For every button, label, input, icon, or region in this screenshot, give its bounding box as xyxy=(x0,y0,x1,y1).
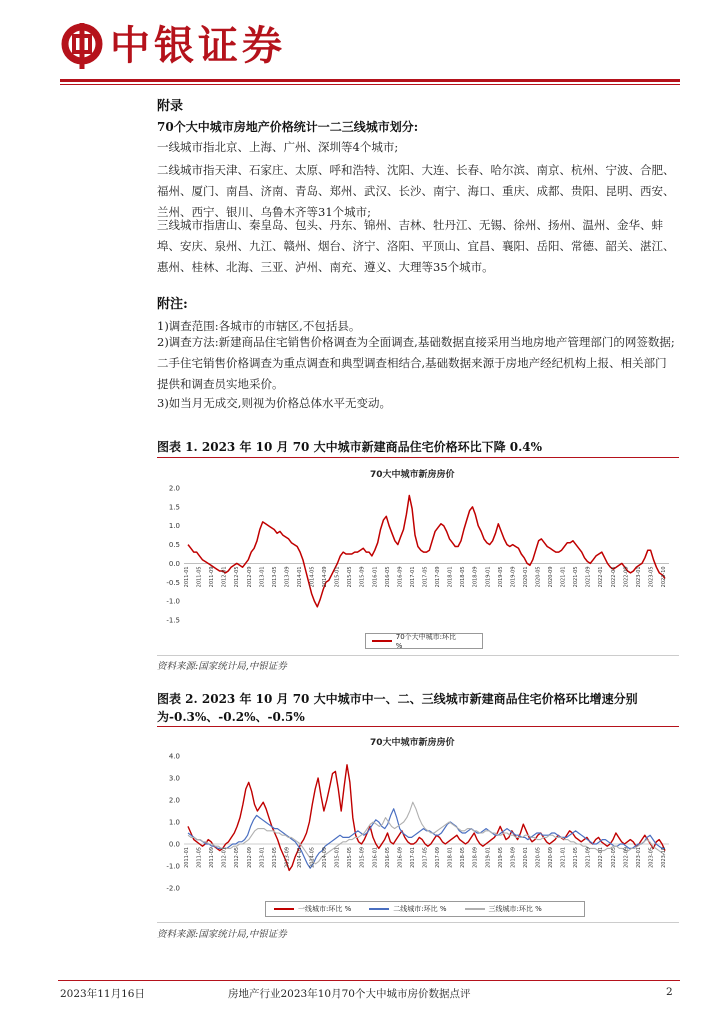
figure1-chart xyxy=(157,480,679,630)
x-tick-label: 2023-10 xyxy=(661,566,667,588)
x-tick-label: 2022-01 xyxy=(598,566,605,588)
x-tick-label: 2023-05 xyxy=(648,566,655,588)
y-tick-label: -1.0 xyxy=(166,862,180,871)
x-tick-label: 2011-01 xyxy=(184,566,190,588)
x-tick-label: 2012-09 xyxy=(246,566,253,588)
figure1-caption: 图表 1. 2023 年 10 月 70 大中城市新建商品住宅价格环比下降 0.4% xyxy=(157,440,543,454)
x-tick-label: 2015-01 xyxy=(334,847,341,868)
x-tick-label: 2011-09 xyxy=(209,847,216,868)
y-tick-label: -2.0 xyxy=(166,884,180,893)
x-tick-label: 2016-01 xyxy=(372,566,379,588)
footer-date: 2023年11月16日 xyxy=(60,988,145,1000)
x-tick-label: 2022-05 xyxy=(610,566,617,588)
x-tick-label: 2019-01 xyxy=(485,847,492,868)
x-tick-label: 2011-01 xyxy=(184,847,190,868)
x-tick-label: 2015-09 xyxy=(359,566,366,588)
x-tick-label: 2013-09 xyxy=(284,566,291,588)
x-tick-label: 2017-01 xyxy=(409,847,416,868)
figure1-legend xyxy=(365,633,483,649)
figure1-chart-title: 70大中城市新房房价 xyxy=(370,470,455,480)
legend-item xyxy=(372,632,464,650)
x-tick-label: 2017-01 xyxy=(409,566,416,588)
x-tick-label: 2014-01 xyxy=(296,847,303,868)
x-tick-label: 2012-01 xyxy=(221,566,228,588)
y-tick-label: 0.5 xyxy=(168,541,180,550)
figure2-legend xyxy=(265,901,585,917)
brand-name: 中银证券 xyxy=(110,23,286,69)
appendix-paragraph: 三线城市指唐山、秦皇岛、包头、丹东、锦州、吉林、牡丹江、无锡、徐州、扬州、温州、金华、蚌埠、安庆、泉州、九江、赣州、烟台、济宁、洛阳、平顶山、宜昌、襄阳、岳阳、常德、韶关、湛江、惠州、桂林、北海、三亚、泸州、南充、遵义、大理等35个城市。 xyxy=(157,218,675,274)
x-tick-label: 2023-05 xyxy=(648,847,655,868)
legend-label: 二线城市:环比 % xyxy=(393,905,447,913)
x-tick-label: 2016-09 xyxy=(397,847,404,868)
x-tick-label: 2012-05 xyxy=(234,847,241,868)
x-tick-label: 2018-01 xyxy=(447,566,454,588)
x-tick-label: 2014-09 xyxy=(322,847,329,868)
x-tick-label: 2019-05 xyxy=(497,566,504,588)
x-tick-label: 2020-05 xyxy=(535,566,542,588)
appendix-subtitle: 70个大中城市房地产价格统计一二三线城市划分: xyxy=(157,120,419,134)
y-tick-label: 1.0 xyxy=(168,522,180,531)
x-tick-label: 2018-05 xyxy=(460,847,467,868)
x-tick-label: 2021-05 xyxy=(573,847,580,868)
x-tick-label: 2011-05 xyxy=(196,847,203,868)
x-tick-label: 2022-09 xyxy=(623,566,630,588)
x-tick-label: 2016-05 xyxy=(384,847,391,868)
legend-item xyxy=(274,904,351,914)
x-tick-label: 2012-09 xyxy=(246,847,253,868)
legend-label: 三线城市:环比 % xyxy=(488,905,542,913)
x-tick-label: 2023-01 xyxy=(635,566,642,588)
legend-swatch xyxy=(465,908,485,910)
x-tick-label: 2011-09 xyxy=(209,566,216,588)
x-tick-label: 2017-09 xyxy=(435,847,442,868)
x-tick-label: 2012-01 xyxy=(221,847,228,868)
x-tick-label: 2015-05 xyxy=(347,566,354,588)
y-tick-label: 4.0 xyxy=(168,752,180,761)
bank-logo xyxy=(60,22,104,70)
figure2-bottom-rule xyxy=(157,922,679,923)
notes-item: 1)调查范围:各城市的市辖区,不包括县。 xyxy=(157,319,361,333)
figure2-caption: 图表 2. 2023 年 10 月 70 大中城市中一、二、三线城市新建商品住宅价格环比增速分别为-0.3%、-0.2%、-0.5% xyxy=(157,692,638,724)
y-tick-label: 0.0 xyxy=(168,559,180,568)
x-tick-label: 2016-05 xyxy=(384,566,391,588)
x-tick-label: 2023-01 xyxy=(635,847,642,868)
x-tick-label: 2015-09 xyxy=(359,847,366,868)
x-tick-label: 2021-01 xyxy=(560,566,567,588)
figure2-rule xyxy=(157,726,679,727)
x-tick-label: 2018-09 xyxy=(472,566,479,588)
y-tick-label: 3.0 xyxy=(168,774,180,783)
x-tick-label: 2015-05 xyxy=(347,847,354,868)
x-tick-label: 2021-05 xyxy=(573,566,580,588)
x-tick-label: 2022-09 xyxy=(623,847,630,868)
series-line xyxy=(188,496,665,607)
x-tick-label: 2014-05 xyxy=(309,847,316,868)
x-tick-label: 2017-09 xyxy=(435,566,442,588)
footer-title: 房地产行业2023年10月70个大中城市房价数据点评 xyxy=(228,988,471,1000)
x-tick-label: 2021-01 xyxy=(560,847,567,868)
x-tick-label: 2020-09 xyxy=(548,847,555,868)
x-tick-label: 2012-05 xyxy=(234,566,241,588)
appendix-paragraph: 一线城市指北京、上海、广州、深圳等4个城市; xyxy=(157,140,399,154)
x-tick-label: 2013-01 xyxy=(259,847,266,868)
y-tick-label: 0.0 xyxy=(168,840,180,849)
x-tick-label: 2018-05 xyxy=(460,566,467,588)
x-tick-label: 2014-05 xyxy=(309,566,316,588)
figure2-chart xyxy=(157,748,679,898)
appendix-title: 附录 xyxy=(157,99,184,114)
figure1-bottom-rule xyxy=(157,655,679,656)
x-tick-label: 2020-09 xyxy=(548,566,555,588)
legend-label: 70个大中城市:环比 % xyxy=(395,633,456,650)
x-tick-label: 2013-01 xyxy=(259,566,266,588)
x-tick-label: 2016-09 xyxy=(397,566,404,588)
notes-title: 附注: xyxy=(157,297,188,312)
x-tick-label: 2020-01 xyxy=(522,847,529,868)
x-tick-label: 2022-05 xyxy=(610,847,617,868)
notes-item: 2)调查方法:新建商品住宅销售价格调查为全面调查,基础数据直接采用当地房地产管理部门的网签数据;二手住宅销售价格调查为重点调查和典型调查相结合,基础数据来源于房地产经纪机构上报、相关部门提供和调查员实地采价。 xyxy=(157,335,675,391)
x-tick-label: 2013-05 xyxy=(271,847,278,868)
figure2-source: 资料来源:国家统计局,中银证券 xyxy=(157,929,287,940)
x-tick-label: 2014-01 xyxy=(296,566,303,588)
x-tick-label: 2014-09 xyxy=(322,566,329,588)
y-tick-label: -1.5 xyxy=(166,616,180,625)
legend-item xyxy=(465,904,542,914)
x-tick-label: 2018-09 xyxy=(472,847,479,868)
figure2-chart-title: 70大中城市新房房价 xyxy=(370,738,455,748)
x-tick-label: 2019-05 xyxy=(497,847,504,868)
x-tick-label: 2022-01 xyxy=(598,847,605,868)
x-tick-label: 2020-05 xyxy=(535,847,542,868)
x-tick-label: 2021-09 xyxy=(585,847,592,868)
footer-rule xyxy=(58,980,680,981)
x-tick-label: 2013-09 xyxy=(284,847,291,868)
legend-label: 一线城市:环比 % xyxy=(298,905,352,913)
header-rule xyxy=(60,79,680,82)
figure1-rule xyxy=(157,457,679,458)
x-tick-label: 2015-01 xyxy=(334,566,341,588)
y-tick-label: -0.5 xyxy=(166,578,180,587)
x-tick-label: 2016-01 xyxy=(372,847,379,868)
y-tick-label: 2.0 xyxy=(168,484,180,493)
y-tick-label: 2.0 xyxy=(168,796,180,805)
legend-swatch xyxy=(372,640,392,642)
x-tick-label: 2017-05 xyxy=(422,566,429,588)
legend-swatch xyxy=(274,908,294,910)
x-tick-label: 2019-09 xyxy=(510,847,517,868)
x-tick-label: 2019-01 xyxy=(485,566,492,588)
header-rule-thin xyxy=(60,84,680,85)
y-tick-label: 1.0 xyxy=(168,818,180,827)
x-tick-label: 2021-09 xyxy=(585,566,592,588)
x-tick-label: 2019-09 xyxy=(510,566,517,588)
x-tick-label: 2018-01 xyxy=(447,847,454,868)
notes-item: 3)如当月无成交,则视为价格总体水平无变动。 xyxy=(157,396,391,410)
page-number: 2 xyxy=(666,986,673,998)
x-tick-label: 2023-10 xyxy=(661,847,667,868)
x-tick-label: 2020-01 xyxy=(522,566,529,588)
legend-swatch xyxy=(369,908,389,910)
x-tick-label: 2011-05 xyxy=(196,566,203,588)
x-tick-label: 2017-05 xyxy=(422,847,429,868)
legend-item xyxy=(369,904,446,914)
y-tick-label: 1.5 xyxy=(168,503,180,512)
x-tick-label: 2013-05 xyxy=(271,566,278,588)
appendix-paragraph: 二线城市指天津、石家庄、太原、呼和浩特、沈阳、大连、长春、哈尔滨、南京、杭州、宁波、合肥、福州、厦门、南昌、济南、青岛、郑州、武汉、长沙、南宁、海口、重庆、成都、贵阳、昆明、西安、兰州、西宁、银川、乌鲁木齐等31个城市; xyxy=(157,163,675,219)
figure1-source: 资料来源:国家统计局,中银证券 xyxy=(157,661,287,672)
y-tick-label: -1.0 xyxy=(166,597,180,606)
